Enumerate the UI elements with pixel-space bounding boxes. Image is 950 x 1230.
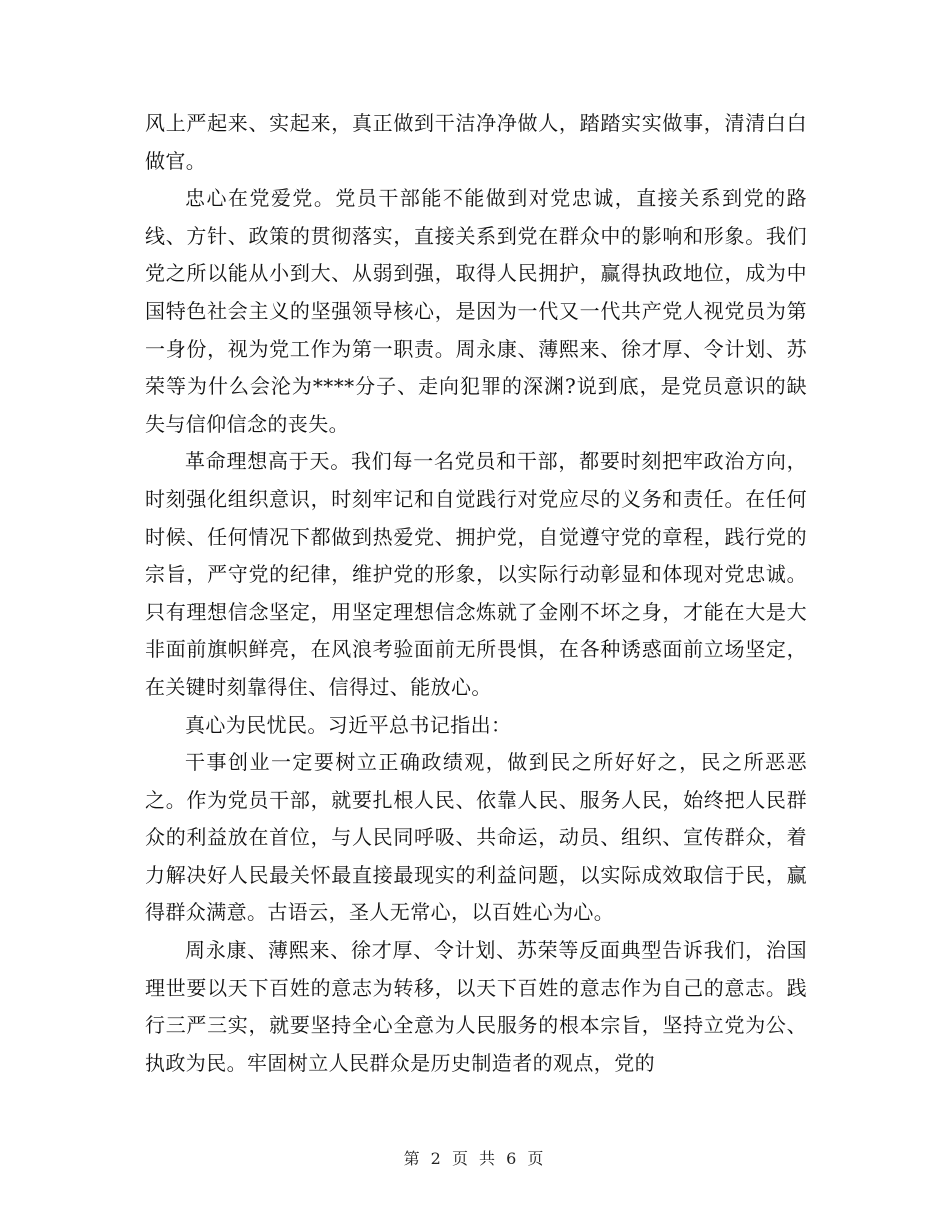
paragraph-lessons: 周永康、薄熙来、徐才厚、令计划、苏荣等反面典型告诉我们，治国理世要以天下百姓的意志为转移，以天下百姓的意志作为自己的意志。践行三严三实，就要坚持全心全意为人民服务的根本宗旨，坚持立党为公、执政为民。牢固树立人民群众是历史制造者的观点，党的	[145, 938, 807, 1075]
document-body	[145, 105, 807, 1082]
paragraph-continued: 风上严起来、实起来，真正做到干洁净净做人，踏踏实实做事，清清白白做官。	[145, 111, 807, 173]
page-number-footer: 第 2 页 共 6 页	[403, 1149, 547, 1168]
paragraph-quote: 干事创业一定要树立正确政绩观，做到民之所好好之，民之所恶恶之。作为党员干部，就要扎根人民、依靠人民、服务人民，始终把人民群众的利益放在首位，与人民同呼吸、共命运，动员、组织、宣传群众，着力解决好人民最关怀最直接最现实的利益问题，以实际成效取信于民，赢得群众满意。古语云，圣人无常心，以百姓心为心。	[145, 750, 807, 925]
paragraph-loyalty: 忠心在党爱党。党员干部能不能做到对党忠诚，直接关系到党的路线、方针、政策的贯彻落实，直接关系到党在群众中的影响和形象。我们党之所以能从小到大、从弱到强，取得人民拥护，赢得执政地位，成为中国特色社会主义的坚强领导核心，是因为一代又一代共产党人视党员为第一身份，视为党工作为第一职责。周永康、薄熙来、徐才厚、令计划、苏荣等为什么会沦为****分子、走向犯罪的深渊?说到底，是党员意识的缺失与信仰信念的丧失。	[145, 186, 807, 436]
paragraph-ideals: 革命理想高于天。我们每一名党员和干部，都要时刻把牢政治方向，时刻强化组织意识，时刻牢记和自觉践行对党应尽的义务和责任。在任何时候、任何情况下都做到热爱党、拥护党，自觉遵守党的章程，践行党的宗旨，严守党的纪律，维护党的形象，以实际行动彰显和体现对党忠诚。只有理想信念坚定，用坚定理想信念炼就了金刚不坏之身，才能在大是大非面前旗帜鲜亮，在风浪考验面前无所畏惧，在各种诱惑面前立场坚定，在关键时刻靠得住、信得过、能放心。	[145, 449, 807, 699]
paragraph-people-heading: 真心为民忧民。习近平总书记指出：	[185, 712, 512, 737]
